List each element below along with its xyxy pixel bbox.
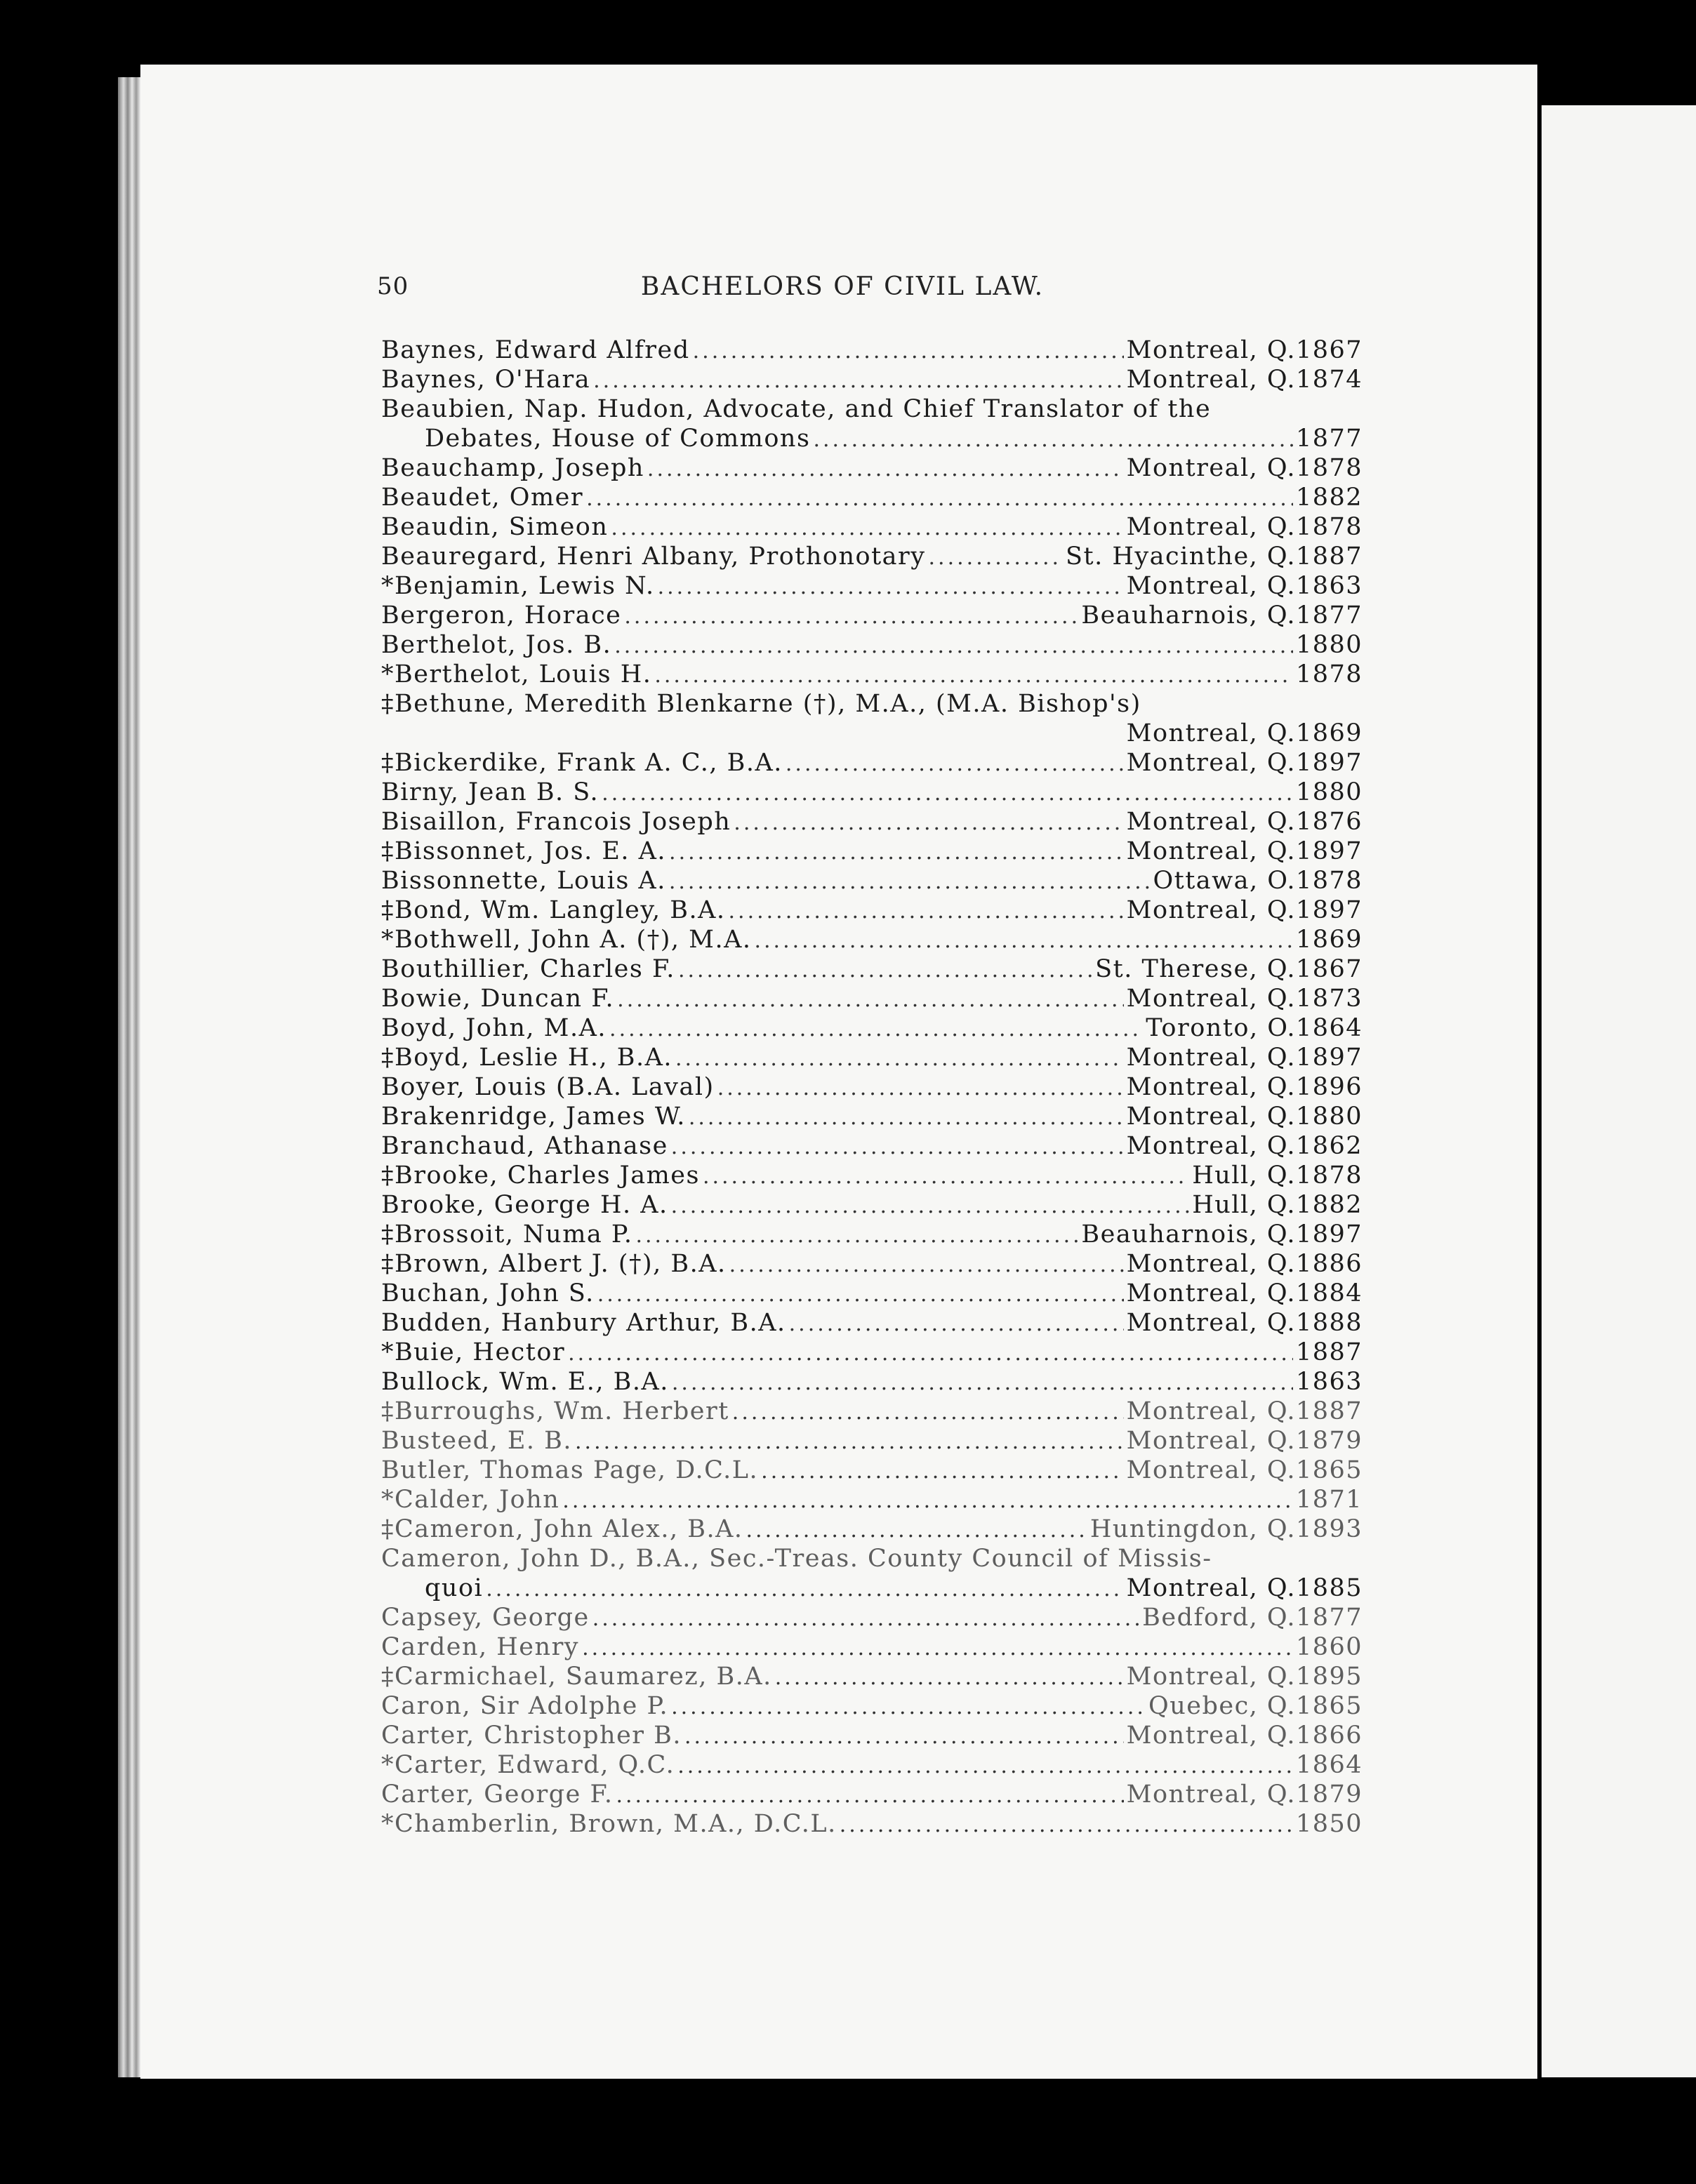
entry-place: Montreal, Q. [1126, 749, 1296, 777]
entry-year: 1867 [1296, 336, 1363, 364]
list-item [381, 512, 1363, 542]
entry-place: Hull, Q. [1192, 1161, 1296, 1190]
entry-place: Huntingdon, Q. [1089, 1515, 1296, 1543]
entry-name: Busteed, E. B. [381, 1427, 573, 1455]
list-item [381, 1338, 1363, 1367]
entry-place: St. Hyacinthe, Q. [1066, 542, 1296, 571]
entry-year: 1864 [1296, 1751, 1363, 1779]
entry-year: 1893 [1296, 1515, 1363, 1543]
list-item [381, 1279, 1363, 1308]
entry-year: 1874 [1296, 366, 1363, 394]
entry-name: Buchan, John S. [381, 1279, 595, 1307]
entry-name-continued: Debates, House of Commons [425, 425, 811, 453]
entry-place: St. Therese, Q. [1095, 955, 1296, 983]
entry-place: Montreal, Q. [1126, 336, 1296, 364]
entry-name: Bouthillier, Charles F. [381, 955, 675, 983]
entry-name: Bissonnette, Louis A. [381, 867, 666, 895]
list-item [381, 1043, 1363, 1072]
entry-place: Montreal, Q. [1126, 572, 1296, 600]
entry-name: ‡Brooke, Charles James [381, 1161, 700, 1190]
entry-year: 1880 [1296, 1103, 1363, 1131]
entry-name: Capsey, George [381, 1604, 590, 1632]
list-item [381, 1721, 1363, 1750]
dot-leader [678, 956, 1092, 985]
entry-place: Bedford, Q. [1142, 1604, 1296, 1632]
list-item [381, 1485, 1363, 1514]
dot-leader [703, 1162, 1189, 1192]
list-item [381, 866, 1363, 895]
dot-leader [677, 1752, 1293, 1781]
dot-leader [486, 1575, 1123, 1604]
entry-year: 1876 [1296, 808, 1363, 836]
dot-leader [669, 867, 1151, 897]
entry-year: 1869 [1296, 926, 1363, 954]
list-item [381, 1013, 1363, 1043]
entry-year: 1886 [1296, 1250, 1363, 1278]
entry-year: 1887 [1296, 542, 1363, 571]
list-item [381, 630, 1363, 660]
entry-year: 1865 [1296, 1692, 1363, 1720]
list-item [381, 601, 1363, 630]
entry-year: 1865 [1296, 1456, 1363, 1484]
dot-leader [689, 1103, 1124, 1133]
dot-leader [669, 838, 1124, 867]
entry-place: Montreal, Q. [1126, 513, 1296, 541]
dot-leader [586, 484, 1293, 514]
entry-year: 1887 [1296, 1338, 1363, 1366]
list-item [381, 1308, 1363, 1338]
entry-name: Baynes, Edward Alfred [381, 336, 690, 364]
entry-year: 1897 [1296, 896, 1363, 924]
entry-name: Beauchamp, Joseph [381, 454, 644, 482]
entry-year: 1863 [1296, 572, 1363, 600]
dot-leader [786, 750, 1124, 779]
entry-year: 1896 [1296, 1073, 1363, 1101]
dot-leader [582, 1634, 1293, 1663]
dot-leader [616, 1781, 1123, 1811]
entry-name: Bowie, Duncan F. [381, 985, 615, 1013]
entry-name: Cameron, John D., B.A., Sec.-Treas. County Council of Missis- [381, 1545, 1212, 1573]
list-item [381, 925, 1363, 954]
dot-leader [746, 1516, 1087, 1545]
entry-year: 1869 [1296, 719, 1363, 747]
list-item [381, 1249, 1363, 1279]
entry-name: Beaudet, Omer [381, 484, 584, 512]
entry-year: 1885 [1296, 1574, 1363, 1602]
entry-place: Montreal, Q. [1126, 1427, 1296, 1455]
list-item [381, 1632, 1363, 1662]
list-item [381, 1662, 1363, 1691]
list-item-continuation [381, 424, 1363, 453]
entry-name: *Carter, Edward, Q.C. [381, 1751, 675, 1779]
list-item [381, 1691, 1363, 1721]
list-item [381, 1544, 1360, 1573]
entry-year: 1850 [1296, 1810, 1363, 1838]
entry-place: Montreal, Q. [1126, 1456, 1296, 1484]
entry-place: Montreal, Q. [1126, 1250, 1296, 1278]
entry-place: Hull, Q. [1192, 1191, 1296, 1219]
entry-place: Toronto, O. [1146, 1014, 1296, 1042]
list-item [381, 837, 1363, 866]
dot-leader [614, 632, 1293, 661]
entry-name: ‡Cameron, John Alex., B.A. [381, 1515, 743, 1543]
entry-name: Budden, Hanbury Arthur, B.A. [381, 1309, 786, 1337]
list-item [381, 1456, 1363, 1485]
dot-leader [717, 1074, 1124, 1103]
dot-leader [609, 1015, 1143, 1044]
entry-place: Montreal, Q. [1126, 1574, 1296, 1602]
dot-leader [575, 1427, 1124, 1457]
entry-place: Montreal, Q. [1126, 1780, 1296, 1809]
entry-name: Brooke, George H. A. [381, 1191, 668, 1219]
entry-year: 1871 [1296, 1486, 1363, 1514]
dot-leader [568, 1339, 1293, 1369]
list-item [381, 1131, 1363, 1161]
entry-name: Bisaillon, Francois Joseph [381, 808, 731, 836]
list-item [381, 1102, 1363, 1131]
list-item [381, 778, 1363, 807]
list-item [381, 807, 1363, 837]
list-item [381, 571, 1363, 601]
entry-year: 1887 [1296, 1397, 1363, 1425]
list-item [381, 895, 1363, 925]
entry-place: Montreal, Q. [1126, 1279, 1296, 1307]
dot-leader [635, 1221, 1078, 1251]
entry-year: 1862 [1296, 1132, 1363, 1160]
dot-leader [732, 1398, 1124, 1427]
entry-year: 1880 [1296, 631, 1363, 659]
entry-year: 1864 [1296, 1014, 1363, 1042]
dot-leader [684, 1722, 1124, 1752]
entry-year: 1897 [1296, 837, 1363, 865]
entry-year: 1897 [1296, 1220, 1363, 1249]
entry-name: *Berthelot, Louis H. [381, 660, 652, 688]
graduate-list [381, 335, 1363, 1839]
entry-year: 1879 [1296, 1427, 1363, 1455]
entry-year: 1895 [1296, 1663, 1363, 1691]
entry-place: Ottawa, O. [1153, 867, 1296, 895]
entry-place: Montreal, Q. [1126, 1132, 1296, 1160]
entry-name: *Benjamin, Lewis N. [381, 572, 655, 600]
dot-leader [593, 366, 1124, 396]
entry-name: Butler, Thomas Page, D.C.L. [381, 1456, 759, 1484]
list-item [381, 542, 1363, 571]
entry-place: Montreal, Q. [1126, 985, 1296, 1013]
entry-place: Montreal, Q. [1126, 1309, 1296, 1337]
list-item [381, 660, 1363, 689]
facing-page-edge [1542, 105, 1696, 2077]
entry-name: Caron, Sir Adolphe P. [381, 1692, 669, 1720]
dot-leader [592, 1604, 1139, 1634]
dot-leader [734, 808, 1123, 838]
entry-place: Montreal, Q. [1126, 808, 1296, 836]
entry-name: Brakenridge, James W. [381, 1103, 686, 1131]
entry-place: Montreal, Q. [1126, 454, 1296, 482]
dot-leader [654, 661, 1293, 691]
entry-name: Baynes, O'Hara [381, 366, 591, 394]
entry-place: Montreal, Q. [1126, 1073, 1296, 1101]
entry-year: 1879 [1296, 1780, 1363, 1809]
entry-year: 1863 [1296, 1368, 1363, 1396]
entry-name: Boyer, Louis (B.A. Laval) [381, 1073, 715, 1101]
entry-year: 1880 [1296, 778, 1363, 806]
entry-name: ‡Bissonnet, Jos. E. A. [381, 837, 667, 865]
entry-year: 1877 [1296, 601, 1363, 630]
entry-name: ‡Burroughs, Wm. Herbert [381, 1397, 729, 1425]
dot-leader [647, 455, 1124, 484]
entry-year: 1897 [1296, 749, 1363, 777]
list-item [381, 1809, 1363, 1839]
list-item [381, 453, 1363, 483]
list-item [381, 984, 1363, 1013]
list-item [381, 954, 1363, 984]
list-item [381, 1072, 1363, 1102]
list-item-continuation [381, 1573, 1363, 1603]
entry-place: Beauharnois, Q. [1081, 1220, 1296, 1249]
dot-leader [617, 985, 1123, 1015]
dot-leader [729, 1251, 1124, 1280]
dot-leader [761, 1457, 1123, 1486]
list-item [381, 394, 1360, 424]
entry-name: Branchaud, Athanase [381, 1132, 668, 1160]
page-number: 50 [377, 272, 409, 300]
list-item [381, 1190, 1363, 1220]
list-item [381, 1426, 1363, 1456]
entry-year: 1884 [1296, 1279, 1363, 1307]
entry-year: 1873 [1296, 985, 1363, 1013]
list-item [381, 1161, 1363, 1190]
running-head: BACHELORS OF CIVIL LAW. [640, 272, 1045, 301]
list-item [381, 1603, 1363, 1632]
entry-name: Bergeron, Horace [381, 601, 622, 630]
entry-name-continued: quoi [425, 1574, 484, 1602]
entry-name: ‡Brown, Albert J. (†), B.A. [381, 1250, 727, 1278]
entry-name: Beauregard, Henri Albany, Prothonotary [381, 542, 926, 571]
dot-leader [789, 1310, 1124, 1339]
dot-leader [929, 543, 1064, 573]
entry-name: Bullock, Wm. E., B.A. [381, 1368, 669, 1396]
entry-year: 1860 [1296, 1633, 1363, 1661]
entry-year: 1867 [1296, 955, 1363, 983]
entry-name: ‡Bickerdike, Frank A. C., B.A. [381, 749, 783, 777]
dot-leader [671, 1133, 1124, 1162]
entry-name: ‡Bethune, Meredith Blenkarne (†), M.A., (M.A. Bishop's) [381, 690, 1141, 718]
entry-year: 1882 [1296, 484, 1363, 512]
entry-place: Montreal, Q. [1126, 1397, 1296, 1425]
dot-leader [840, 1811, 1293, 1840]
entry-place: Beauharnois, Q. [1081, 601, 1296, 630]
dot-leader [602, 779, 1293, 808]
entry-name: ‡Carmichael, Saumarez, B.A. [381, 1663, 772, 1691]
entry-name: ‡Boyd, Leslie H., B.A. [381, 1044, 673, 1072]
dot-leader [672, 1369, 1293, 1398]
dot-leader [671, 1192, 1190, 1221]
entry-year: 1877 [1296, 425, 1363, 453]
dot-leader [775, 1663, 1124, 1693]
list-item [381, 335, 1363, 365]
entry-name: *Buie, Hector [381, 1338, 566, 1366]
entry-name: Carden, Henry [381, 1633, 580, 1661]
entry-year: 1897 [1296, 1044, 1363, 1072]
list-item [381, 1367, 1363, 1397]
list-item [381, 483, 1363, 512]
entry-year: 1877 [1296, 1604, 1363, 1632]
entry-year: 1878 [1296, 660, 1363, 688]
entry-year: 1878 [1296, 513, 1363, 541]
entry-place: Montreal, Q. [1126, 896, 1296, 924]
entry-name: Berthelot, Jos. B. [381, 631, 612, 659]
entry-name: Boyd, John, M.A. [381, 1014, 607, 1042]
entry-place: Montreal, Q. [1126, 1103, 1296, 1131]
dot-leader [671, 1693, 1146, 1722]
list-item [381, 1514, 1363, 1544]
dot-leader [729, 897, 1124, 926]
dot-leader [813, 425, 1293, 455]
entry-year: 1866 [1296, 1722, 1363, 1750]
entry-place: Montreal, Q. [1126, 366, 1296, 394]
list-item [381, 1220, 1363, 1249]
entry-name: Beaubien, Nap. Hudon, Advocate, and Chief Translator of the [381, 395, 1212, 423]
entry-name: Birny, Jean B. S. [381, 778, 599, 806]
dot-leader [597, 1280, 1124, 1310]
entry-year: 1878 [1296, 454, 1363, 482]
entry-place: Montreal, Q. [1126, 1044, 1296, 1072]
dot-leader [562, 1486, 1293, 1516]
entry-name: ‡Bond, Wm. Langley, B.A. [381, 896, 726, 924]
list-item [381, 1750, 1363, 1780]
list-item [381, 365, 1363, 394]
entry-name: Carter, Christopher B. [381, 1722, 682, 1750]
entry-name: ‡Brossoit, Numa P. [381, 1220, 633, 1249]
dot-leader [624, 602, 1078, 632]
list-item [381, 748, 1363, 778]
list-item [381, 689, 1360, 719]
dot-leader [754, 926, 1293, 956]
dot-leader [611, 514, 1123, 543]
entry-name: *Chamberlin, Brown, M.A., D.C.L. [381, 1810, 837, 1838]
entry-name: *Bothwell, John A. (†), M.A. [381, 926, 752, 954]
entry-name: Beaudin, Simeon [381, 513, 609, 541]
dot-leader [693, 337, 1124, 366]
entry-year: 1878 [1296, 867, 1363, 895]
list-item [381, 1780, 1363, 1809]
list-item-continuation [381, 719, 1363, 748]
list-item [381, 1397, 1363, 1426]
entry-year: 1878 [1296, 1161, 1363, 1190]
dot-leader [675, 1044, 1124, 1074]
entry-year: 1882 [1296, 1191, 1363, 1219]
entry-year: 1888 [1296, 1309, 1363, 1337]
entry-name: Carter, George F. [381, 1780, 614, 1809]
entry-place: Quebec, Q. [1148, 1692, 1296, 1720]
entry-place: Montreal, Q. [1126, 1663, 1296, 1691]
entry-place: Montreal, Q. [1126, 837, 1296, 865]
dot-leader [658, 573, 1124, 602]
entry-name: *Calder, John [381, 1486, 560, 1514]
entry-place: Montreal, Q. [1126, 1722, 1296, 1750]
entry-place: Montreal, Q. [1126, 719, 1296, 747]
